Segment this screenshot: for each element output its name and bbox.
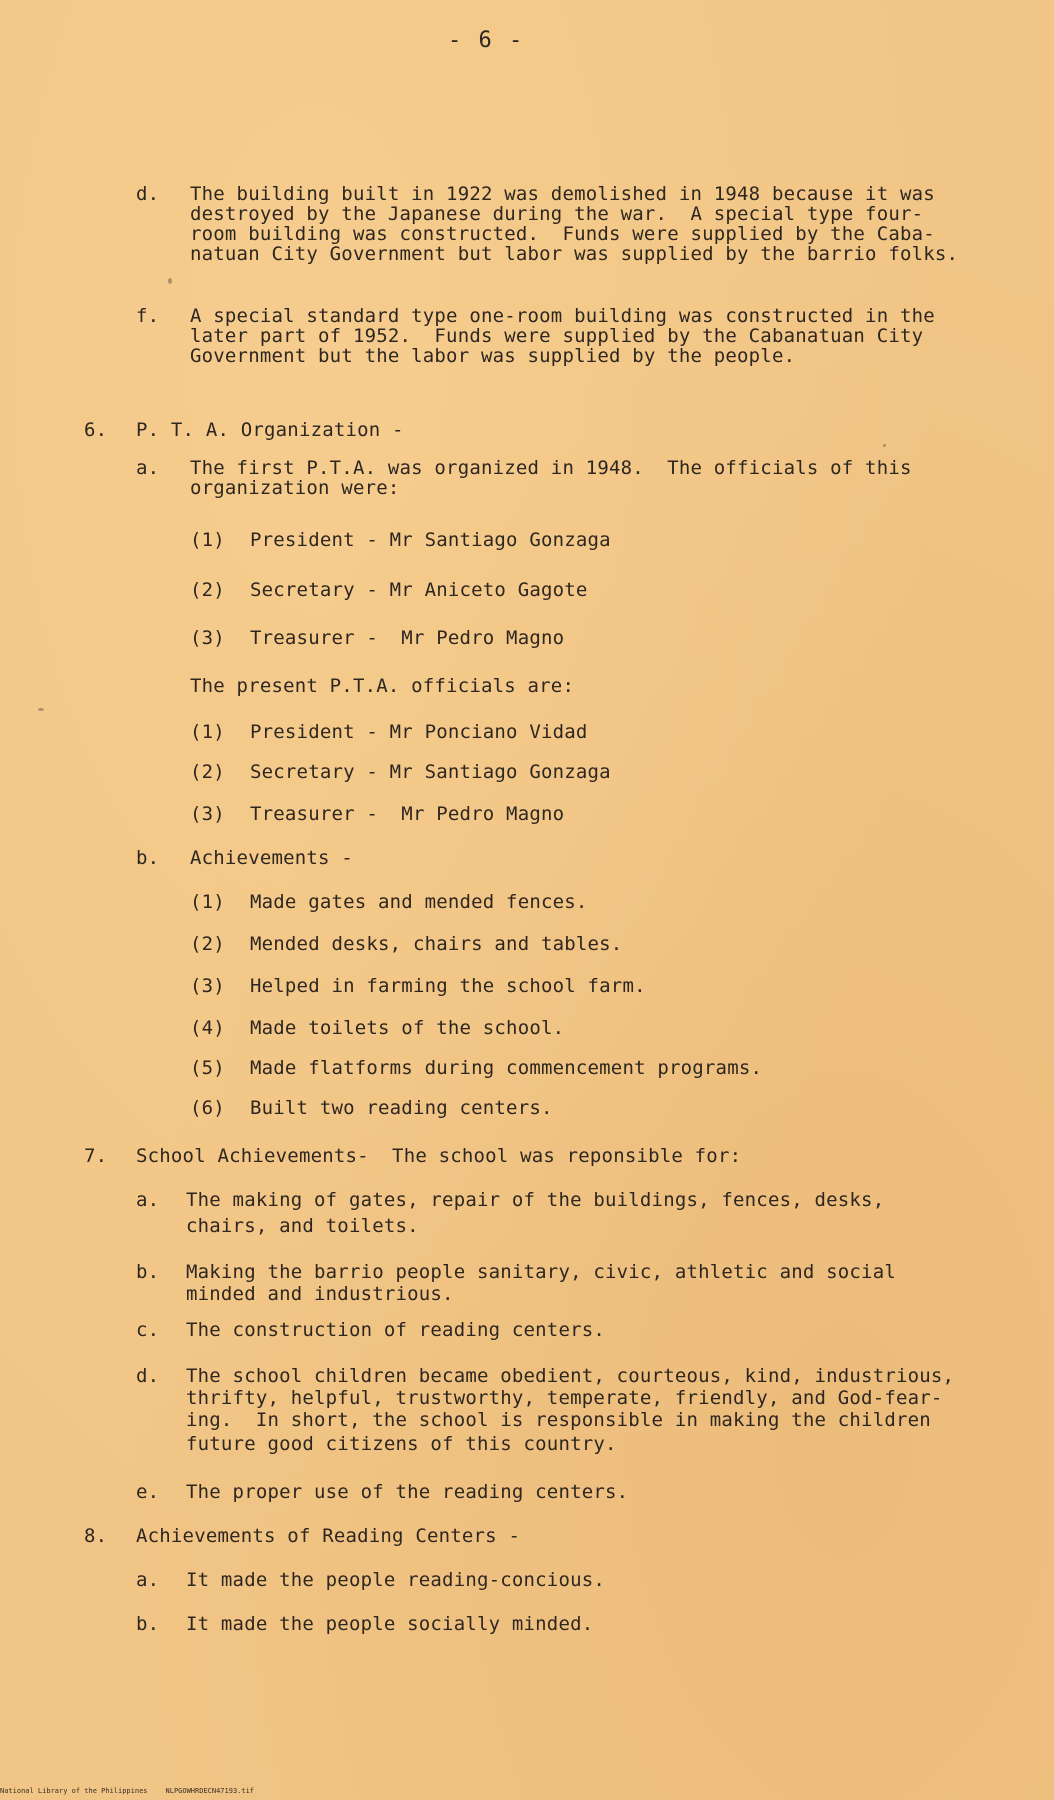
- item-marker: d.: [136, 1365, 160, 1387]
- achievement-entry: Mended desks, chairs and tables.: [250, 933, 623, 955]
- officer-number: (2): [190, 579, 225, 601]
- officer-number: (3): [190, 803, 225, 825]
- section-heading: School Achievements- The school was reponsible for:: [136, 1145, 742, 1167]
- item-marker: a.: [136, 457, 160, 479]
- achievement-entry: Made flatforms during commencement programs.: [250, 1057, 763, 1079]
- text-line: chairs, and toilets.: [186, 1215, 419, 1237]
- item-marker: b.: [136, 1261, 160, 1283]
- section-number: 8.: [84, 1525, 108, 1547]
- text-line: natuan City Government but labor was supplied by the barrio folks.: [190, 243, 959, 265]
- section-number: 6.: [84, 419, 108, 441]
- text-line: A special standard type one-room building was constructed in the: [190, 305, 935, 327]
- text-line: minded and industrious.: [186, 1283, 454, 1305]
- text-line: The building built in 1922 was demolished in 1948 because it was: [190, 183, 935, 205]
- achievement-number: (6): [190, 1097, 225, 1119]
- officer-entry: President - Mr Santiago Gonzaga: [250, 529, 611, 551]
- text-line: thrifty, helpful, trustworthy, temperate, friendly, and God-fear-: [186, 1387, 943, 1409]
- subheading: The present P.T.A. officials are:: [190, 675, 575, 697]
- achievement-number: (5): [190, 1057, 225, 1079]
- text-line: The first P.T.A. was organized in 1948. The officials of this: [190, 457, 912, 479]
- text-line: organization were:: [190, 477, 400, 499]
- officer-number: (2): [190, 761, 225, 783]
- paper-speck: [38, 708, 44, 711]
- officer-entry: Treasurer - Mr Pedro Magno: [250, 803, 565, 825]
- text-line: The making of gates, repair of the buildings, fences, desks,: [186, 1189, 885, 1211]
- footer-file-id: NLPGOWHRDECN47193.tif: [165, 1787, 255, 1795]
- text-line: The construction of reading centers.: [186, 1319, 606, 1341]
- item-marker: e.: [136, 1481, 160, 1503]
- item-marker: d.: [136, 183, 160, 205]
- officer-number: (1): [190, 529, 225, 551]
- officer-entry: Secretary - Mr Santiago Gonzaga: [250, 761, 611, 783]
- achievement-entry: Helped in farming the school farm.: [250, 975, 646, 997]
- item-marker: a.: [136, 1189, 160, 1211]
- footer-library: National Library of the Philippines: [0, 1787, 148, 1795]
- scan-footer: [0, 1787, 272, 1795]
- item-marker: a.: [136, 1569, 160, 1591]
- section-number: 7.: [84, 1145, 108, 1167]
- paper-speck: [883, 444, 886, 447]
- text-line: The proper use of the reading centers.: [186, 1481, 629, 1503]
- paper-speck: [168, 278, 172, 284]
- item-marker: b.: [136, 1613, 160, 1635]
- achievement-entry: Built two reading centers.: [250, 1097, 553, 1119]
- text-line: Making the barrio people sanitary, civic, athletic and social: [186, 1261, 896, 1283]
- text-line: future good citizens of this country.: [186, 1433, 617, 1455]
- text-line: ing. In short, the school is responsible in making the children: [186, 1409, 931, 1431]
- text-line: later part of 1952. Funds were supplied by the Cabanatuan City: [190, 325, 924, 347]
- subheading: Achievements -: [190, 847, 353, 869]
- achievement-number: (3): [190, 975, 225, 997]
- text-line: It made the people socially minded.: [186, 1613, 594, 1635]
- section-heading: P. T. A. Organization -: [136, 419, 404, 441]
- achievement-entry: Made gates and mended fences.: [250, 891, 588, 913]
- text-line: The school children became obedient, courteous, kind, industrious,: [186, 1365, 955, 1387]
- text-line: destroyed by the Japanese during the war. A special type four-: [190, 203, 924, 225]
- achievement-entry: Made toilets of the school.: [250, 1017, 565, 1039]
- officer-number: (3): [190, 627, 225, 649]
- item-marker: b.: [136, 847, 160, 869]
- text-line: room building was constructed. Funds were supplied by the Caba-: [190, 223, 935, 245]
- item-marker: c.: [136, 1319, 160, 1341]
- achievement-number: (2): [190, 933, 225, 955]
- achievement-number: (4): [190, 1017, 225, 1039]
- officer-entry: Treasurer - Mr Pedro Magno: [250, 627, 565, 649]
- page-number: - 6 -: [448, 28, 525, 53]
- text-line: Government but the labor was supplied by the people.: [190, 345, 796, 367]
- achievement-number: (1): [190, 891, 225, 913]
- section-heading: Achievements of Reading Centers -: [136, 1525, 521, 1547]
- item-marker: f.: [136, 305, 160, 327]
- text-line: It made the people reading-concious.: [186, 1569, 606, 1591]
- officer-entry: President - Mr Ponciano Vidad: [250, 721, 588, 743]
- officer-entry: Secretary - Mr Aniceto Gagote: [250, 579, 588, 601]
- officer-number: (1): [190, 721, 225, 743]
